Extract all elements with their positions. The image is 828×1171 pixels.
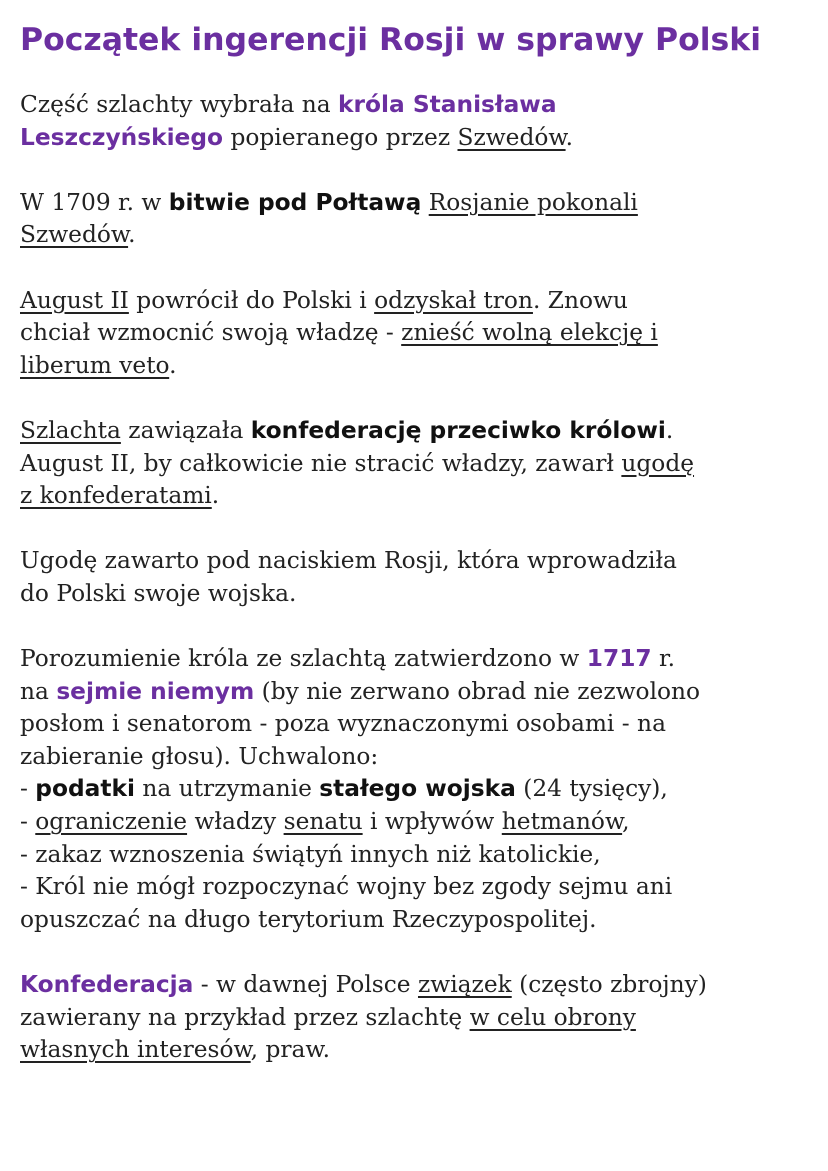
text-segment: opuszczać na długo terytorium Rzeczypospolitej. xyxy=(20,905,597,933)
text-line xyxy=(20,285,820,318)
bold-term: bitwie pod Połtawą xyxy=(168,188,422,216)
underlined-phrase: senatu xyxy=(283,808,363,836)
text-line xyxy=(20,969,820,1002)
text-segment: Część szlachty wybrała na xyxy=(20,91,339,118)
text-segment xyxy=(421,189,428,216)
text-segment: Ugodę zawarto pod naciskiem Rosji, która wprowadziła xyxy=(20,547,677,575)
highlighted-term: Leszczyńskiego xyxy=(20,123,224,151)
document-page xyxy=(20,22,820,1067)
text-segment: zawiązała xyxy=(120,416,251,444)
paragraph xyxy=(20,969,820,1067)
text-line xyxy=(20,741,820,774)
text-line xyxy=(20,480,820,513)
text-line xyxy=(20,187,820,220)
text-segment: (24 tysięcy), xyxy=(515,775,668,803)
underlined-phrase: w celu obrony xyxy=(469,1003,636,1031)
text-segment: - Król nie mógł rozpoczynać wojny bez zgody sejmu ani xyxy=(20,873,673,901)
text-line xyxy=(20,448,820,481)
text-line xyxy=(20,676,820,709)
underlined-phrase: hetmanów xyxy=(501,808,623,836)
text-segment: popieranego przez xyxy=(223,123,458,151)
underlined-phrase: związek xyxy=(417,971,512,999)
highlighted-term: 1717 xyxy=(586,645,652,673)
text-segment: - w dawnej Polsce xyxy=(193,971,418,999)
text-segment: chciał wzmocnić swoją władzę - xyxy=(20,319,402,347)
underlined-phrase: Rosjanie pokonali xyxy=(428,188,638,216)
paragraph xyxy=(20,187,820,252)
highlighted-term: Konfederacja xyxy=(20,971,194,999)
text-line xyxy=(20,578,820,611)
text-segment: i wpływów xyxy=(362,808,502,836)
text-line xyxy=(20,122,820,155)
text-segment: August II, by całkowicie nie stracić władzy, zawarł xyxy=(20,449,622,477)
text-line xyxy=(20,839,820,872)
text-line xyxy=(20,871,820,904)
bold-term: konfederację przeciwko królowi xyxy=(250,416,666,444)
text-segment: (by nie zerwano obrad nie zezwolono xyxy=(254,677,701,705)
text-line xyxy=(20,708,820,741)
paragraph xyxy=(20,285,820,383)
text-segment: Porozumienie króla ze szlachtą zatwierdzono w xyxy=(20,645,587,673)
underlined-phrase: August II xyxy=(20,286,129,314)
underlined-phrase: z konfederatami xyxy=(20,482,212,510)
text-line xyxy=(20,1034,820,1067)
text-line xyxy=(20,317,820,350)
paragraph xyxy=(20,415,820,513)
text-line xyxy=(20,904,820,937)
highlighted-term: króla Stanisława xyxy=(338,91,557,118)
text-line xyxy=(20,219,820,252)
text-segment: zawierany na przykład przez szlachtę xyxy=(20,1003,470,1031)
text-segment: do Polski swoje wojska. xyxy=(20,579,297,607)
page-title: Początek ingerencji Rosji w sprawy Polski xyxy=(20,22,762,58)
text-segment: r. xyxy=(651,645,676,673)
text-segment: posłom i senatorom - poza wyznaczonymi osobami - na xyxy=(20,710,666,738)
text-segment: zabieranie głosu). Uchwalono: xyxy=(20,742,379,770)
underlined-phrase: Szlachta xyxy=(20,416,121,444)
text-line xyxy=(20,643,820,676)
bold-term: stałego wojska xyxy=(319,775,516,803)
text-line xyxy=(20,545,820,578)
bold-term: podatki xyxy=(35,775,135,803)
underlined-phrase: odzyskał tron xyxy=(374,286,533,314)
underlined-phrase: własnych interesów xyxy=(20,1036,251,1064)
text-segment: powrócił do Polski i xyxy=(128,286,375,314)
text-line xyxy=(20,806,820,839)
text-segment: - zakaz wznoszenia świątyń innych niż katolickie, xyxy=(20,840,601,868)
text-segment: (często zbrojny) xyxy=(511,971,707,999)
text-segment: . xyxy=(169,351,177,379)
text-segment: - xyxy=(20,808,36,836)
text-segment: W 1709 r. w xyxy=(20,188,169,216)
text-segment: . xyxy=(211,482,220,510)
text-segment: władzy xyxy=(187,808,284,836)
text-line xyxy=(20,89,820,122)
document-body xyxy=(20,89,820,1067)
text-segment: na xyxy=(20,677,57,705)
underlined-phrase: Szwedów xyxy=(457,123,566,151)
paragraph xyxy=(20,643,820,936)
text-segment: , praw. xyxy=(250,1036,330,1064)
underlined-phrase: ugodę xyxy=(621,449,695,477)
text-line xyxy=(20,773,820,806)
text-segment: na utrzymanie xyxy=(134,775,320,803)
text-segment: . Znowu xyxy=(532,286,628,314)
text-line xyxy=(20,1002,820,1035)
text-line xyxy=(20,415,820,448)
text-segment: . xyxy=(565,123,573,151)
underlined-phrase: znieść wolną elekcję i xyxy=(401,319,658,347)
text-segment: , xyxy=(622,808,630,836)
paragraph xyxy=(20,89,820,154)
underlined-phrase: Szwedów xyxy=(20,221,129,249)
text-line xyxy=(20,350,820,383)
highlighted-term: sejmie niemym xyxy=(56,677,255,705)
text-segment: . xyxy=(128,221,136,249)
text-segment: - xyxy=(20,775,36,803)
text-segment: . xyxy=(665,416,674,444)
paragraph xyxy=(20,545,820,610)
underlined-phrase: liberum veto xyxy=(20,351,170,379)
underlined-phrase: ograniczenie xyxy=(35,808,188,836)
